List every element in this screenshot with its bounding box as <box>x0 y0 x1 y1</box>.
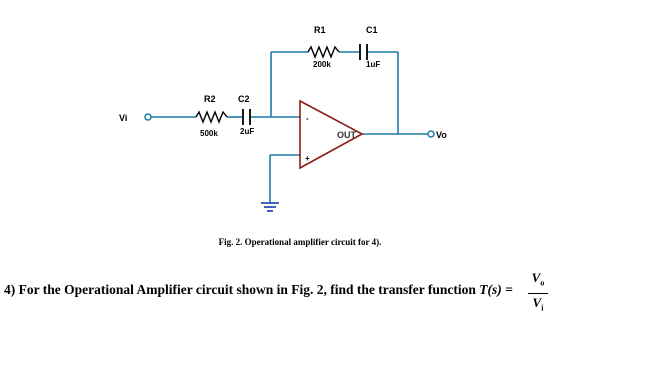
r1-resistor <box>308 47 339 57</box>
fraction-bar <box>528 293 548 294</box>
fraction-denominator: $V_i$ <box>532 294 544 313</box>
r1-name: R1 <box>314 25 326 35</box>
c1-name: C1 <box>366 25 378 35</box>
transfer-fraction <box>528 270 548 316</box>
opamp-output-label: OUT <box>337 130 356 140</box>
output-label: Vo <box>436 130 447 140</box>
c1-value: 1uF <box>366 60 381 69</box>
noninverting-sign: + <box>305 154 310 163</box>
c2-name: C2 <box>238 94 250 104</box>
figure-caption: Fig. 2. Operational amplifier circuit for 4). <box>218 237 382 247</box>
r2-name: R2 <box>204 94 216 104</box>
question-body: 4) For the Operational Amplifier circuit shown in Fig. 2, find the transfer function <box>4 282 476 297</box>
input-label: Vi <box>119 113 128 123</box>
c2-capacitor <box>243 109 250 125</box>
fraction-numerator: $V_o$ <box>531 270 545 288</box>
wires <box>151 52 428 203</box>
c1-capacitor <box>360 44 367 60</box>
inverting-sign: - <box>306 114 309 123</box>
r2-resistor <box>196 112 227 122</box>
r2-value: 500k <box>200 129 218 138</box>
question-text <box>4 282 513 298</box>
input-terminal <box>145 114 151 120</box>
r1-value: 200k <box>313 60 331 69</box>
transfer-function-label: T(s) = <box>479 282 513 297</box>
output-terminal <box>428 131 434 137</box>
c2-value: 2uF <box>240 127 255 136</box>
ground-symbol <box>261 203 279 211</box>
